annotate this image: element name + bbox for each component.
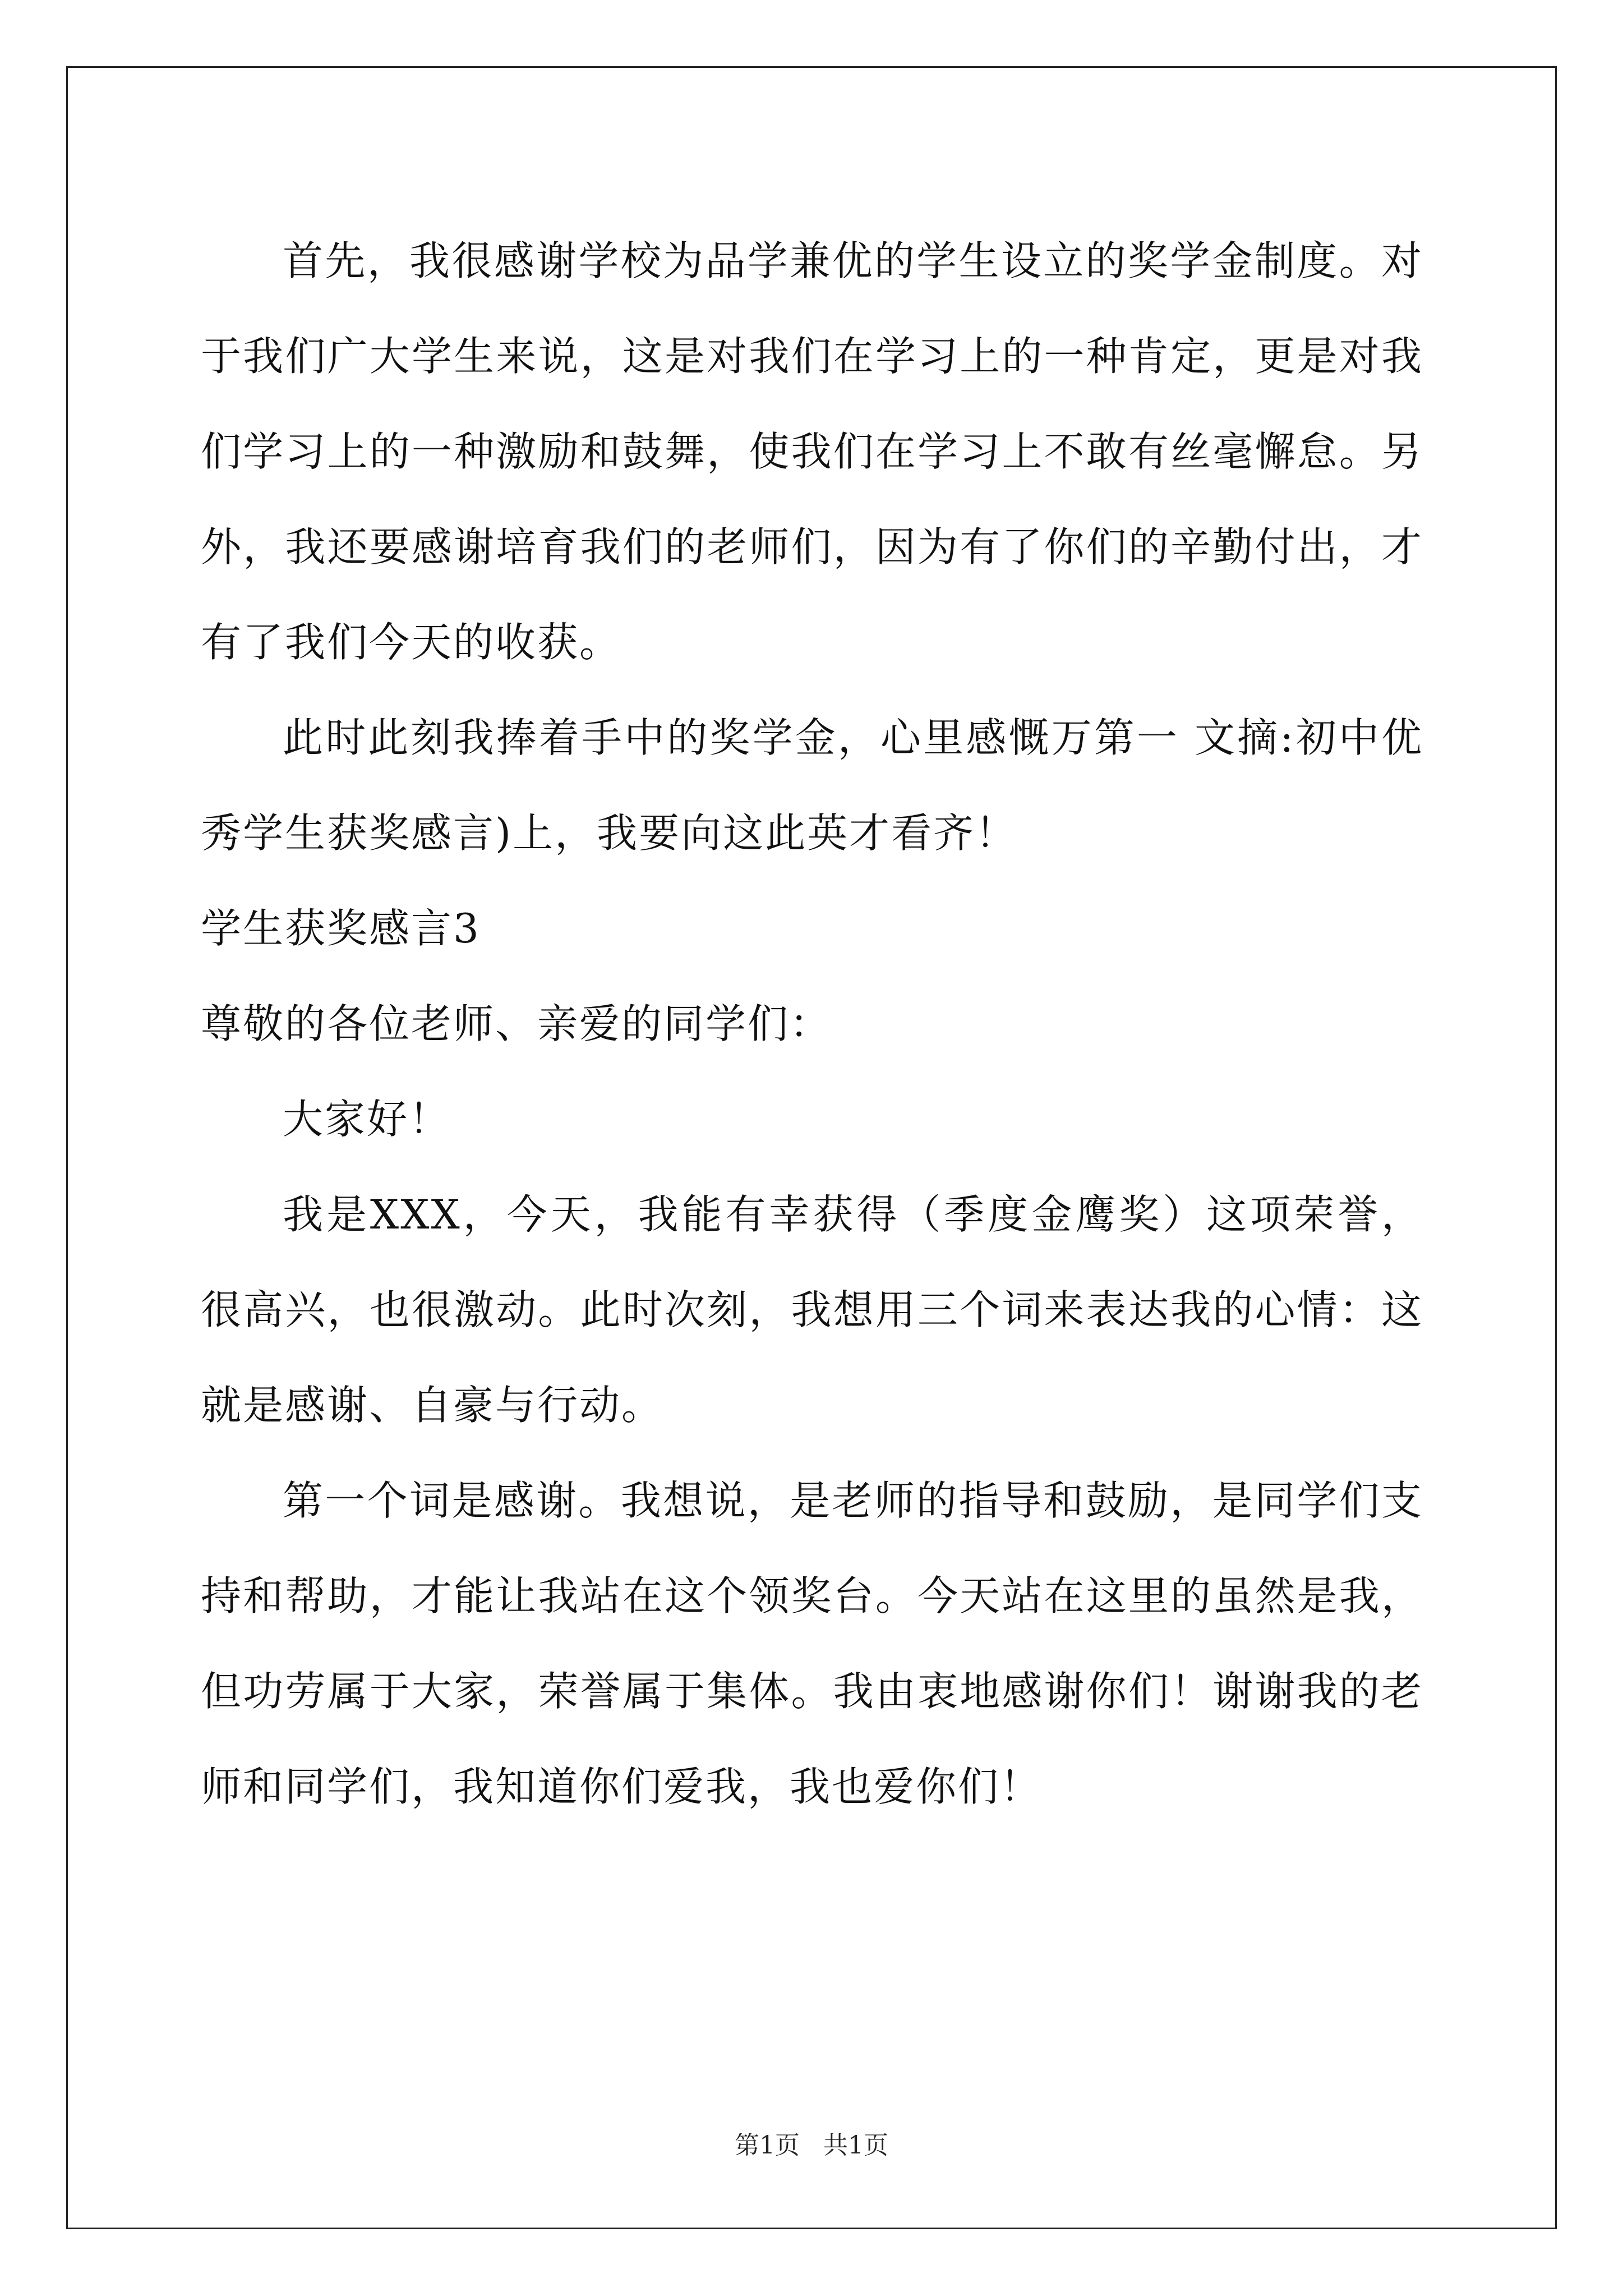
paragraph-gratitude-scholarship: 首先，我很感谢学校为品学兼优的学生设立的奖学金制度。对于我们广大学生来说，这是对我们在学习上的一种肯定，更是对我们学习上的一种激励和鼓舞，使我们在学习上不敢有丝毫懈怠。另外，我还要感谢培育我们的老师们，因为有了你们的辛勤付出，才有了我们今天的收获。: [201, 237, 1423, 666]
greeting: 大家好！: [283, 1096, 451, 1143]
page-footer: 第1页 共1页: [735, 2131, 888, 2160]
paragraph-first-word-thanks: 第一个词是感谢。我想说，是老师的指导和鼓励，是同学们支持和帮助，才能让我站在这个领奖台。今天站在这里的虽然是我，但功劳属于大家，荣誉属于集体。我由衷地感谢你们！谢谢我的老师和同学们，我知道你们爱我，我也爱你们！: [201, 1477, 1423, 1810]
section-heading: 学生获奖感言3: [201, 905, 481, 952]
document-body: [201, 213, 1423, 1834]
salutation: 尊敬的各位老师、亲爱的同学们：: [201, 1000, 832, 1047]
paragraph-introduction: 我是XXX，今天，我能有幸获得（季度金鹰奖）这项荣誉，很高兴，也很激动。此时次刻，我想用三个词来表达我的心情：这就是感谢、自豪与行动。: [201, 1191, 1423, 1429]
paragraph-holding-scholarship: 此时此刻我捧着手中的奖学金，心里感慨万第一 文摘:初中优秀学生获奖感言)上，我要向这此英才看齐！: [201, 714, 1423, 857]
